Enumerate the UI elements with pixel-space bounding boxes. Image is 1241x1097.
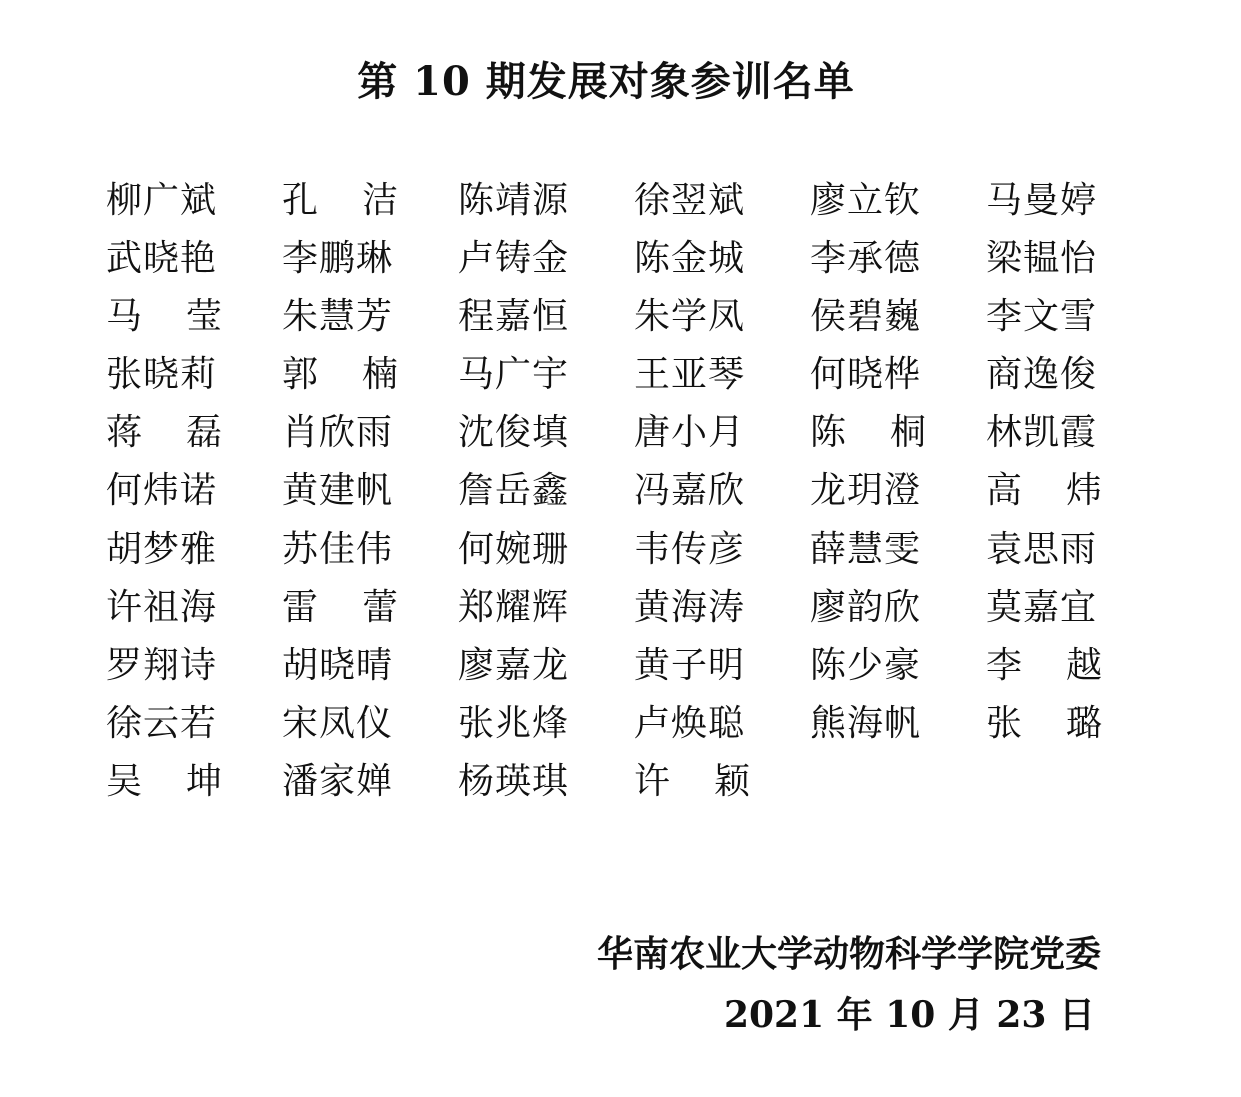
name-entry: 李承德 (810, 238, 922, 280)
name-entry: 宋凤仪 (282, 702, 394, 744)
name-entry: 詹岳鑫 (458, 470, 570, 512)
name-entry: 沈俊填 (458, 412, 570, 454)
name-entry: 卢焕聪 (634, 702, 746, 744)
name-entry: 程嘉恒 (458, 296, 570, 338)
name-entry: 罗翔诗 (106, 644, 218, 686)
name-entry: 林凯霞 (986, 412, 1098, 454)
name-entry: 陈金城 (634, 238, 746, 280)
name-entry: 杨瑛琪 (458, 760, 570, 802)
name-entry: 梁韫怡 (986, 238, 1098, 280)
name-entry: 商逸俊 (986, 354, 1098, 396)
issuing-organization: 华南农业大学动物科学学院党委 (596, 934, 1101, 975)
name-entry: 张晓莉 (106, 354, 218, 396)
name-entry: 潘家婵 (282, 760, 394, 802)
name-entry: 吴 坤 (106, 760, 222, 802)
name-entry: 郭 楠 (282, 354, 398, 396)
name-entry: 廖立钦 (810, 180, 922, 221)
name-entry: 苏佳伟 (282, 528, 394, 570)
name-entry: 李 越 (986, 644, 1102, 686)
name-entry: 雷 蕾 (282, 586, 398, 628)
name-entry: 马曼婷 (986, 180, 1098, 221)
name-entry: 朱学凤 (634, 296, 746, 338)
name-entry: 龙玥澄 (810, 470, 922, 512)
name-entry: 胡晓晴 (282, 644, 394, 686)
name-entry: 胡梦雅 (106, 528, 218, 570)
name-entry: 郑耀辉 (458, 586, 570, 628)
name-entry: 张 璐 (986, 702, 1102, 744)
name-entry: 许祖海 (106, 586, 218, 628)
name-entry: 肖欣雨 (282, 412, 394, 454)
issue-date: 2021 年 10 月 23 日 (723, 994, 1095, 1036)
name-entry: 马广宇 (458, 354, 570, 396)
name-entry: 李鹏琳 (282, 238, 394, 280)
name-entry: 韦传彦 (634, 528, 746, 570)
name-entry: 薛慧雯 (810, 528, 922, 570)
name-list (106, 172, 1102, 811)
name-entry: 黄子明 (634, 644, 746, 686)
name-entry: 唐小月 (634, 412, 746, 454)
name-entry: 许 颖 (634, 760, 750, 802)
name-entry: 朱慧芳 (282, 296, 394, 338)
name-entry: 廖嘉龙 (458, 644, 570, 686)
name-entry: 黄海涛 (634, 586, 746, 628)
name-entry: 陈少豪 (810, 644, 922, 686)
name-entry: 卢铸金 (458, 238, 570, 280)
name-entry: 何婉珊 (458, 528, 570, 570)
name-entry: 王亚琴 (634, 354, 746, 396)
name-entry: 何炜诺 (106, 470, 218, 512)
name-entry: 高 炜 (986, 470, 1102, 512)
name-entry: 廖韵欣 (810, 586, 922, 628)
name-entry: 侯碧巍 (810, 296, 922, 338)
name-entry: 蒋 磊 (106, 412, 222, 454)
name-entry: 徐翌斌 (634, 180, 746, 221)
name-entry: 马 莹 (106, 296, 222, 338)
name-entry: 袁思雨 (986, 528, 1098, 570)
name-entry: 张兆烽 (458, 702, 570, 744)
name-entry: 莫嘉宜 (986, 586, 1098, 628)
name-entry: 柳广斌 (106, 180, 218, 221)
name-entry: 陈靖源 (458, 180, 570, 221)
name-entry: 武晓艳 (106, 238, 218, 280)
name-entry: 孔 洁 (282, 180, 398, 221)
document-title: 第 10 期发展对象参训名单 (357, 58, 855, 105)
name-entry: 徐云若 (106, 702, 218, 744)
name-entry: 何晓桦 (810, 354, 922, 396)
name-entry: 冯嘉欣 (634, 470, 746, 512)
name-entry: 陈 桐 (810, 412, 926, 454)
name-entry: 黄建帆 (282, 470, 394, 512)
name-entry: 熊海帆 (810, 702, 922, 744)
name-entry: 李文雪 (986, 296, 1098, 338)
